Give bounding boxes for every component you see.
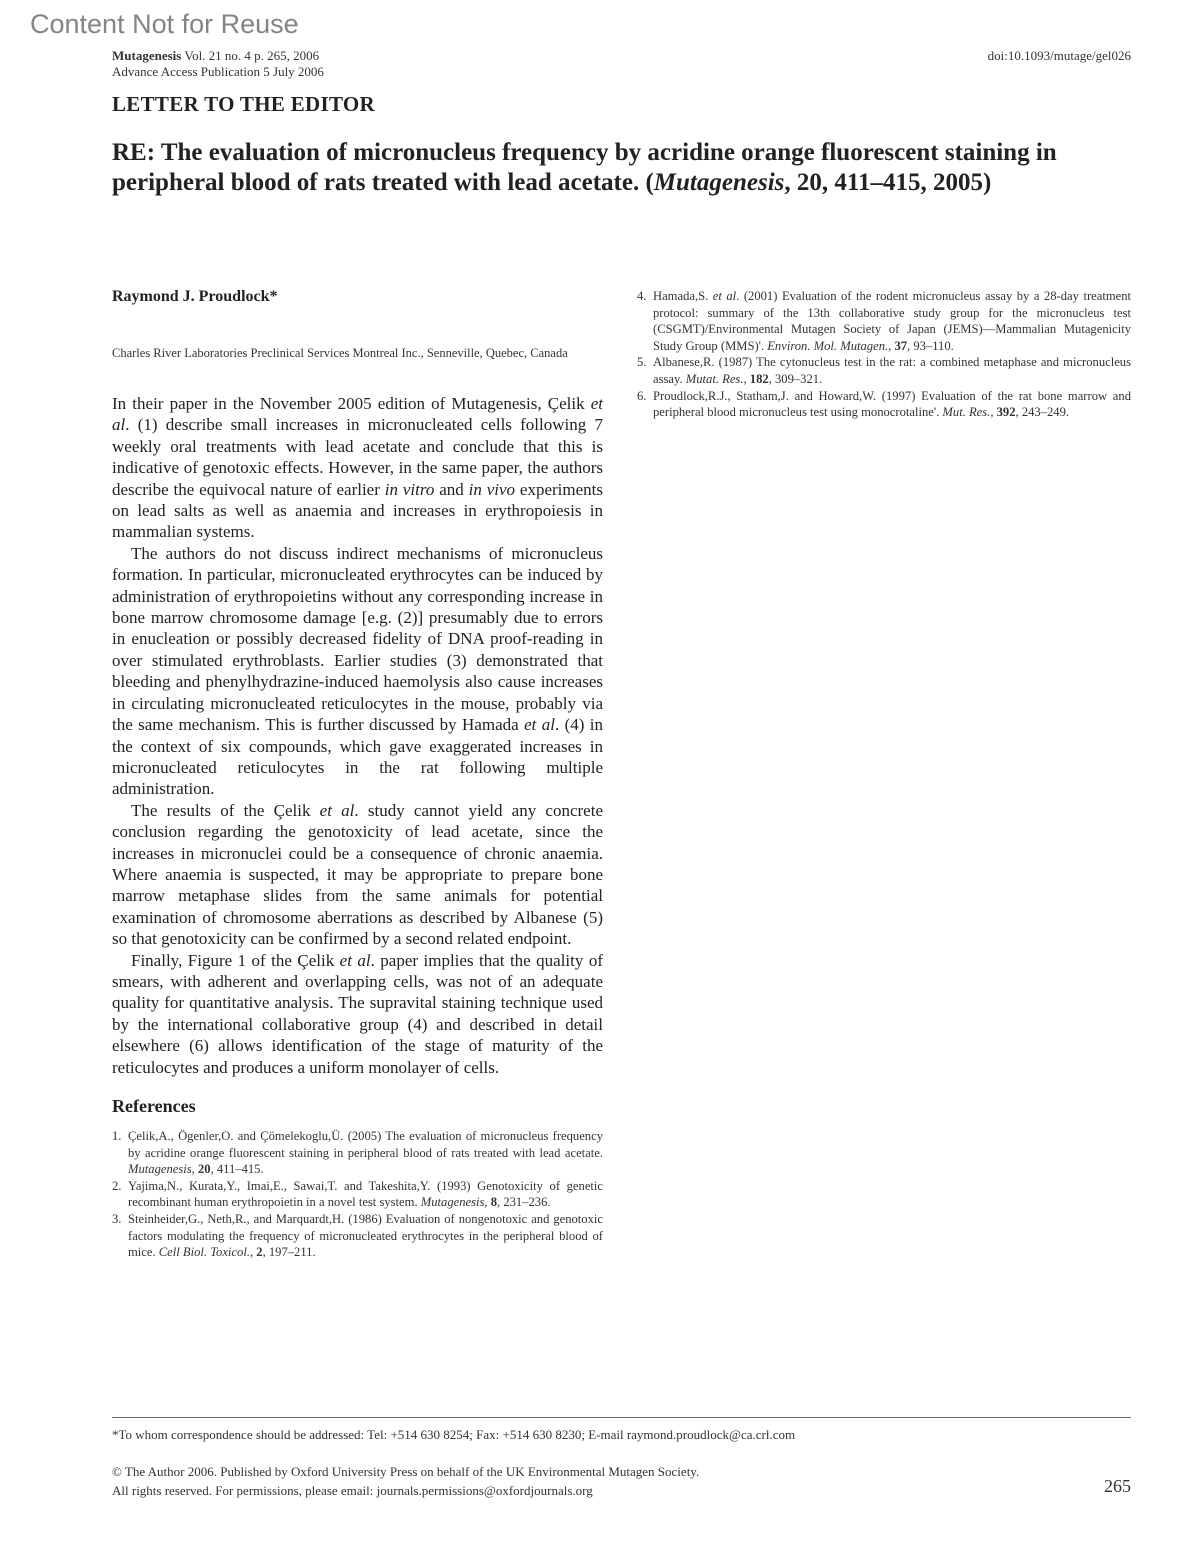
reference-number: 3.: [112, 1211, 122, 1226]
text-segment: RE: The evaluation of micronucleus frequency by acridine orange fluorescent staining in peripheral blood of rats treated with lead acetate. (: [112, 139, 1057, 196]
reference-number: 1.: [112, 1129, 122, 1143]
references-list-right: [637, 288, 1131, 421]
copyright: © The Author 2006. Published by Oxford University Press on behalf of the UK Environmental Mutagen Society.: [112, 1464, 700, 1479]
paragraph: [112, 950, 603, 1078]
left-column: [112, 393, 603, 1261]
text-segment: ,: [743, 371, 750, 386]
reference-item: [112, 1128, 603, 1178]
reference-item: [637, 354, 1131, 387]
text-segment: experiments on lead salts as well as anaemia and increases in erythropoiesis in mammalian systems.: [112, 479, 604, 542]
watermark: Content Not for Reuse: [30, 9, 299, 39]
article-type: LETTER TO THE EDITOR: [112, 92, 375, 116]
text-segment: Mutat. Res.: [685, 371, 744, 386]
text-segment: et al: [524, 715, 555, 735]
text-segment: Mutagenesis: [128, 1162, 192, 1177]
references-list-left: [112, 1128, 603, 1261]
text-segment: Cell Biol. Toxicol.: [158, 1245, 250, 1260]
text-segment: . (2001) Evaluation of the rodent micronucleus assay by a 28-day treatment protocol: summary of the 13th collaborative study group for the micronucleus test (CSGMT)/Environmental Mutagen Society of Japan (JEMS)—Mammalian Mutagenicity Study Group (MMS)'.: [653, 289, 1131, 353]
text-segment: Mutagenesis: [653, 169, 785, 196]
text-segment: The results of the Çelik: [131, 800, 320, 820]
reference-number: 2.: [112, 1178, 122, 1193]
reference-item: [112, 1178, 603, 1211]
text-segment: 8: [490, 1195, 498, 1210]
doi: doi:10.1093/mutage/gel026: [987, 48, 1131, 63]
text-segment: Mut. Res.: [942, 405, 991, 420]
text-segment: , 243–249.: [1015, 405, 1070, 420]
text-segment: 20: [197, 1162, 211, 1177]
text-segment: , 309–321.: [768, 371, 823, 386]
page-number: 265: [1104, 1476, 1131, 1496]
text-segment: . (1) describe small increases in micronucleated cells following 7 weekly oral treatments with lead acetate and conclude that this is indicative of genotoxic effects. However, in the same paper, the authors describe the equivocal nature of earlier: [112, 415, 603, 499]
permissions: All rights reserved. For permissions, please email: journals.permissions@oxfordjournals.org: [112, 1483, 593, 1498]
references-heading: References: [112, 1096, 196, 1116]
text-segment: et al: [112, 394, 603, 435]
journal-name: Mutagenesis: [112, 48, 182, 63]
text-segment: ,: [484, 1195, 491, 1210]
reference-item: [637, 288, 1131, 354]
text-segment: 392: [996, 405, 1016, 420]
text-segment: ,: [249, 1245, 257, 1260]
text-segment: Finally, Figure 1 of the Çelik: [131, 950, 340, 970]
text-segment: Albanese,R. (1987) The cytonucleus test in the rat: a combined metaphase and micronucleus assay.: [653, 355, 1131, 386]
text-segment: and: [434, 479, 469, 499]
text-segment: Çelik,A., Ögenler,O. and Çömelekoglu,Ü. (2005) The evaluation of micronucleus frequency by acridine orange fluorescent staining in peripheral blood of rats treated with lead acetate.: [128, 1129, 603, 1160]
text-segment: ,: [990, 405, 997, 420]
text-segment: Yajima,N., Kurata,Y., Imai,E., Sawai,T. and Takeshita,Y. (1993) Genotoxicity of genetic recombinant human erythropoietin in a novel test system.: [128, 1178, 603, 1210]
journal-header: [112, 48, 324, 80]
paragraph: [112, 393, 603, 543]
text-segment: , 411–415.: [210, 1162, 264, 1177]
text-segment: 37: [894, 338, 908, 353]
text-segment: et al: [712, 289, 737, 303]
copyright-block: [112, 1462, 699, 1500]
text-segment: 182: [749, 371, 769, 386]
text-segment: ,: [888, 338, 895, 353]
paragraph: [112, 800, 603, 950]
text-segment: Environ. Mol. Mutagen.: [767, 338, 889, 353]
paragraph: [112, 543, 603, 800]
body-text: [112, 393, 603, 1078]
journal-citation: Vol. 21 no. 4 p. 265, 2006: [181, 48, 320, 63]
footnote-divider: [112, 1417, 1131, 1418]
reference-item: [112, 1211, 603, 1261]
reference-number: 5.: [637, 355, 647, 370]
text-segment: et al: [319, 800, 355, 820]
text-segment: , 231–236.: [497, 1195, 551, 1210]
text-segment: . paper implies that the quality of smears, with adherent and overlapping cells, was not of an adequate quality for quantitative analysis. The supravital staining technique used by the international collaborative group (4) and described in detail elsewhere (6) allows identification of the stage of maturity of the reticulocytes and produces a uniform monolayer of cells.: [112, 950, 603, 1077]
reference-item: [637, 388, 1131, 421]
text-segment: . (4) in the context of six compounds, which gave exaggerated increases in micronucleated reticulocytes in the rat following multiple administration.: [112, 715, 603, 799]
reference-number: 6.: [637, 388, 647, 403]
article-title: [112, 138, 1072, 198]
text-segment: , 197–211.: [262, 1245, 316, 1260]
text-segment: The authors do not discuss indirect mechanisms of micronucleus formation. In particular, micronucleated erythrocytes can be induced by administration of erythropoietins without any corresponding increase in bone marrow chromosome damage [e.g. (2)] presumably due to errors in enucleation or possibly decreased fidelity of DNA proof-reading in over stimulated erythroblasts. Earlier studies (3) demonstrated that bleeding and phenylhydrazine-induced haemolysis also cause increases in circulating micronucleated reticulocytes in the mouse, probably via the same mechanism. This is further discussed by Hamada: [112, 543, 603, 735]
text-segment: in vitro: [384, 479, 435, 499]
text-segment: , 20, 411–415, 2005): [784, 169, 992, 196]
text-segment: Proudlock,R.J., Statham,J. and Howard,W. (1997) Evaluation of the rat bone marrow and peripheral blood micronucleus test using monocrotaline'.: [653, 388, 1131, 420]
author: Raymond J. Proudlock*: [112, 288, 278, 305]
text-segment: Steinheider,G., Neth,R., and Marquardt,H. (1986) Evaluation of nongenotoxic and genotoxic factors modulating the frequency of micronucleated erythrocytes in the peripheral blood of mice.: [128, 1211, 603, 1260]
text-segment: et al: [339, 950, 371, 970]
affiliation: Charles River Laboratories Preclinical Services Montreal Inc., Senneville, Quebec, Canada: [112, 346, 568, 360]
text-segment: in vivo: [468, 479, 516, 499]
text-segment: In their paper in the November 2005 edition of Mutagenesis, Çelik: [112, 394, 591, 413]
text-segment: . study cannot yield any concrete conclusion regarding the genotoxicity of lead acetate, since the increases in micronuclei could be a consequence of chronic anaemia. Where anaemia is suspected, it may be appropriate to prepare bone marrow metaphase slides from the same animals for potential examination of chromosome aberrations as described by Albanese (5) so that genotoxicity can be confirmed by a second related endpoint.: [112, 800, 603, 949]
text-segment: Hamada,S.: [653, 289, 713, 303]
advance-access: Advance Access Publication 5 July 2006: [112, 64, 324, 79]
correspondence-footnote: *To whom correspondence should be addressed: Tel: +514 630 8254; Fax: +514 630 8230; E-mail raymond.proudlock@ca.crl.com: [112, 1427, 796, 1442]
reference-number: 4.: [637, 289, 647, 303]
text-segment: 2: [256, 1245, 263, 1260]
text-segment: ,: [191, 1162, 198, 1177]
text-segment: Mutagenesis: [420, 1195, 485, 1210]
text-segment: , 93–110.: [907, 338, 954, 353]
